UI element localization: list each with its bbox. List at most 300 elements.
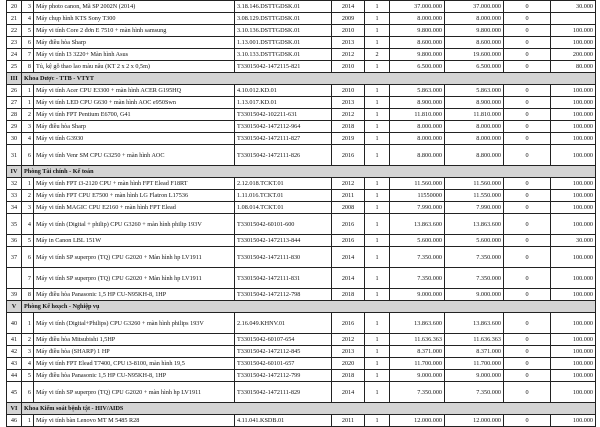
asset-code: T33015042-1472112-964 xyxy=(235,121,332,133)
asset-code: T33015042-1472112-845 xyxy=(235,346,332,358)
section-title: Phòng Kế hoạch - Nghiệp vụ xyxy=(22,301,596,313)
item-name: Máy in Canon LBL 151W xyxy=(34,235,235,247)
estimated-value: 100.000 xyxy=(551,25,596,37)
year-used: 2010 xyxy=(332,61,365,73)
row-sub-number: 6 xyxy=(22,247,34,268)
quantity: 1 xyxy=(365,85,390,97)
row-number: 23 xyxy=(7,37,22,49)
table-row xyxy=(7,121,596,133)
quantity: 1 xyxy=(365,13,390,25)
asset-code: 3.18.146.DSTTGDSK.01 xyxy=(235,1,332,13)
row-sub-number: 2 xyxy=(22,190,34,202)
row-number: 22 xyxy=(7,25,22,37)
unit-price: 11550000 xyxy=(390,190,445,202)
section-number: IV xyxy=(7,166,22,178)
remaining-value: 0 xyxy=(504,1,551,13)
unit-price: 8.000.000 xyxy=(390,121,445,133)
year-used: 2016 xyxy=(332,235,365,247)
asset-code: 4.10.012.KD.01 xyxy=(235,85,332,97)
remaining-value: 0 xyxy=(504,190,551,202)
estimated-value: 100.000 xyxy=(551,346,596,358)
table-row xyxy=(7,247,596,268)
row-sub-number: 2 xyxy=(22,109,34,121)
row-number: 27 xyxy=(7,97,22,109)
row-sub-number: 4 xyxy=(22,133,34,145)
year-used: 2013 xyxy=(332,97,365,109)
remaining-value: 0 xyxy=(504,334,551,346)
table-row xyxy=(7,268,596,289)
total-value: 8.900.000 xyxy=(445,97,504,109)
row-number: 41 xyxy=(7,334,22,346)
row-sub-number: 7 xyxy=(22,49,34,61)
section-number: V xyxy=(7,301,22,313)
remaining-value: 0 xyxy=(504,382,551,403)
item-name: Máy điều hòa (SHARP) 1 HP xyxy=(34,346,235,358)
table-row xyxy=(7,37,596,49)
quantity: 1 xyxy=(365,1,390,13)
table-row xyxy=(7,346,596,358)
asset-code: 1.13.017.KD.01 xyxy=(235,97,332,109)
row-number: 44 xyxy=(7,370,22,382)
remaining-value: 0 xyxy=(504,145,551,166)
remaining-value: 0 xyxy=(504,49,551,61)
quantity: 1 xyxy=(365,313,390,334)
item-name: Máy vi tính Venr SM CPU G3250 + màn hình AOC xyxy=(34,145,235,166)
row-sub-number: 4 xyxy=(22,358,34,370)
total-value: 37.000.000 xyxy=(445,1,504,13)
estimated-value: 100.000 xyxy=(551,190,596,202)
item-name: Máy vi tính G3930 xyxy=(34,133,235,145)
remaining-value: 0 xyxy=(504,202,551,214)
unit-price: 8.000.000 xyxy=(390,133,445,145)
total-value: 11.560.000 xyxy=(445,178,504,190)
table-row xyxy=(7,358,596,370)
remaining-value: 0 xyxy=(504,370,551,382)
quantity: 1 xyxy=(365,268,390,289)
section-title: Khoa Kiểm soát bệnh tật - HIV/AIDS xyxy=(22,403,596,415)
estimated-value: 100.000 xyxy=(551,37,596,49)
year-used: 2018 xyxy=(332,121,365,133)
quantity: 1 xyxy=(365,370,390,382)
item-name: Máy vi tính MAGIC CPU E2160 + màn hình FPT Elead xyxy=(34,202,235,214)
row-sub-number: 1 xyxy=(22,415,34,427)
remaining-value: 0 xyxy=(504,289,551,301)
item-name: Máy photo canon, Mã SP 2002N (2014) xyxy=(34,1,235,13)
year-used: 2012 xyxy=(332,49,365,61)
total-value: 9.000.000 xyxy=(445,289,504,301)
estimated-value: 80.000 xyxy=(551,61,596,73)
estimated-value: 100.000 xyxy=(551,415,596,427)
quantity: 1 xyxy=(365,214,390,235)
item-name: Máy điều hòa Panasonic 1,5 HP CU-N95KH-8, 1HP xyxy=(34,289,235,301)
row-sub-number: 5 xyxy=(22,235,34,247)
unit-price: 7.990.000 xyxy=(390,202,445,214)
remaining-value: 0 xyxy=(504,247,551,268)
row-sub-number: 4 xyxy=(22,214,34,235)
remaining-value: 0 xyxy=(504,178,551,190)
year-used: 2010 xyxy=(332,85,365,97)
table-row xyxy=(7,178,596,190)
item-name: Tủ, kệ gỗ thao lao màu nâu (KT 2 x 2 x 0,5m) xyxy=(34,61,235,73)
remaining-value: 0 xyxy=(504,121,551,133)
unit-price: 5.600.000 xyxy=(390,235,445,247)
table-row xyxy=(7,382,596,403)
item-name: Máy vi tính FPT Elead T7400, CPU i3-8100, màn hình 19,5 xyxy=(34,358,235,370)
remaining-value: 0 xyxy=(504,85,551,97)
item-name: Máy vi tính bàn Lenovo MT M 5485 R28 xyxy=(34,415,235,427)
year-used: 2018 xyxy=(332,370,365,382)
year-used: 2016 xyxy=(332,145,365,166)
unit-price: 8.600.000 xyxy=(390,37,445,49)
unit-price: 7.350.000 xyxy=(390,382,445,403)
total-value: 11.550.000 xyxy=(445,190,504,202)
row-sub-number: 5 xyxy=(22,25,34,37)
table-row xyxy=(7,235,596,247)
asset-code: T33015042-102211-631 xyxy=(235,109,332,121)
estimated-value: 100.000 xyxy=(551,358,596,370)
remaining-value: 0 xyxy=(504,97,551,109)
table-row xyxy=(7,415,596,427)
row-number: 31 xyxy=(7,145,22,166)
table-row xyxy=(7,190,596,202)
table-row xyxy=(7,214,596,235)
asset-code: 1.08.014.TCKT.01 xyxy=(235,202,332,214)
quantity: 1 xyxy=(365,346,390,358)
unit-price: 9.800.000 xyxy=(390,25,445,37)
quantity: 1 xyxy=(365,382,390,403)
quantity: 1 xyxy=(365,145,390,166)
table-row xyxy=(7,133,596,145)
row-number: 28 xyxy=(7,109,22,121)
asset-code: 4.11.041.KSDB.01 xyxy=(235,415,332,427)
item-name: Máy vi tính LED CPU G630 + màn hình AOC e950Swn xyxy=(34,97,235,109)
item-name: Máy vi tính FPT Pentium E6700, G41 xyxy=(34,109,235,121)
year-used: 2018 xyxy=(332,289,365,301)
estimated-value: 200.000 xyxy=(551,49,596,61)
quantity: 1 xyxy=(365,61,390,73)
asset-code: 2.16.049.KHNV.01 xyxy=(235,313,332,334)
quantity: 1 xyxy=(365,25,390,37)
asset-code: T33015042-1472111-829 xyxy=(235,382,332,403)
row-number: 30 xyxy=(7,133,22,145)
asset-code: T33015042-1472112-798 xyxy=(235,289,332,301)
estimated-value: 100.000 xyxy=(551,334,596,346)
quantity: 1 xyxy=(365,133,390,145)
estimated-value: 100.000 xyxy=(551,313,596,334)
item-name: Máy điều hòa Sharp xyxy=(34,37,235,49)
estimated-value: 100.000 xyxy=(551,145,596,166)
row-sub-number: 1 xyxy=(22,178,34,190)
remaining-value: 0 xyxy=(504,358,551,370)
item-name: Máy chụp hình KTS Sony T300 xyxy=(34,13,235,25)
row-number: 20 xyxy=(7,1,22,13)
total-value: 9.000.000 xyxy=(445,370,504,382)
table-row xyxy=(7,145,596,166)
year-used: 2014 xyxy=(332,268,365,289)
total-value: 8.000.000 xyxy=(445,121,504,133)
year-used: 2019 xyxy=(332,133,365,145)
quantity: 1 xyxy=(365,37,390,49)
asset-code: T33015042-1472112-799 xyxy=(235,370,332,382)
asset-code: 3.08.129.DSTTGDSK.01 xyxy=(235,13,332,25)
row-sub-number: 6 xyxy=(22,37,34,49)
year-used: 2016 xyxy=(332,313,365,334)
row-sub-number: 1 xyxy=(22,85,34,97)
remaining-value: 0 xyxy=(504,313,551,334)
row-number: 35 xyxy=(7,214,22,235)
quantity: 1 xyxy=(365,235,390,247)
estimated-value: 100.000 xyxy=(551,202,596,214)
year-used: 2011 xyxy=(332,415,365,427)
unit-price: 11.810.000 xyxy=(390,109,445,121)
table-row xyxy=(7,313,596,334)
row-number: 40 xyxy=(7,313,22,334)
remaining-value: 0 xyxy=(504,268,551,289)
item-name: Máy vi tính I3 3220+ Màn hình Asus xyxy=(34,49,235,61)
remaining-value: 0 xyxy=(504,235,551,247)
quantity: 1 xyxy=(365,334,390,346)
total-value: 8.800.000 xyxy=(445,145,504,166)
table-row xyxy=(7,334,596,346)
asset-code: T33015042-60107-654 xyxy=(235,334,332,346)
item-name: Máy điều hòa Mitsubishi 1,5HP xyxy=(34,334,235,346)
year-used: 2009 xyxy=(332,13,365,25)
unit-price: 11.700.000 xyxy=(390,358,445,370)
remaining-value: 0 xyxy=(504,109,551,121)
table-row xyxy=(7,61,596,73)
item-name: Máy vi tính Core 2 đơn E 7510 + màn hình samsung xyxy=(34,25,235,37)
total-value: 11.700.000 xyxy=(445,358,504,370)
unit-price: 9.000.000 xyxy=(390,289,445,301)
year-used: 2012 xyxy=(332,334,365,346)
remaining-value: 0 xyxy=(504,37,551,49)
estimated-value: 100.000 xyxy=(551,133,596,145)
quantity: 1 xyxy=(365,202,390,214)
total-value: 5.863.000 xyxy=(445,85,504,97)
asset-code: T33015042-1472115-821 xyxy=(235,61,332,73)
remaining-value: 0 xyxy=(504,61,551,73)
unit-price: 37.000.000 xyxy=(390,1,445,13)
asset-code: 1.11.016.TCKT.01 xyxy=(235,190,332,202)
row-number: 21 xyxy=(7,13,22,25)
year-used: 2010 xyxy=(332,25,365,37)
total-value: 11.636.363 xyxy=(445,334,504,346)
table-row xyxy=(7,49,596,61)
table-row xyxy=(7,202,596,214)
year-used: 2014 xyxy=(332,382,365,403)
row-number: 46 xyxy=(7,415,22,427)
row-number: 29 xyxy=(7,121,22,133)
row-sub-number: 6 xyxy=(22,382,34,403)
estimated-value: 100.000 xyxy=(551,178,596,190)
estimated-value: 100.000 xyxy=(551,370,596,382)
quantity: 1 xyxy=(365,247,390,268)
unit-price: 7.350.000 xyxy=(390,268,445,289)
row-sub-number: 5 xyxy=(22,370,34,382)
unit-price: 12.000.000 xyxy=(390,415,445,427)
quantity: 1 xyxy=(365,289,390,301)
unit-price: 5.863.000 xyxy=(390,85,445,97)
row-sub-number: 1 xyxy=(22,313,34,334)
asset-code: 3.10.136.DSTTGDSK.01 xyxy=(235,25,332,37)
unit-price: 11.560.000 xyxy=(390,178,445,190)
row-sub-number: 3 xyxy=(22,202,34,214)
row-number xyxy=(7,268,22,289)
asset-table-body xyxy=(7,1,596,427)
table-row xyxy=(7,85,596,97)
row-sub-number: 8 xyxy=(22,61,34,73)
row-sub-number: 8 xyxy=(22,289,34,301)
item-name: Máy vi tính (Digital+Philips) CPU G3260 + màn hình philips 193V xyxy=(34,313,235,334)
table-row xyxy=(7,370,596,382)
row-sub-number: 6 xyxy=(22,145,34,166)
total-value: 12.000.000 xyxy=(445,415,504,427)
item-name: Máy điều hòa Sharp xyxy=(34,121,235,133)
unit-price: 13.863.600 xyxy=(390,214,445,235)
row-sub-number: 3 xyxy=(22,346,34,358)
year-used: 2012 xyxy=(332,109,365,121)
quantity: 1 xyxy=(365,97,390,109)
estimated-value: 30.000 xyxy=(551,1,596,13)
row-number: 42 xyxy=(7,346,22,358)
year-used: 2013 xyxy=(332,346,365,358)
section-row xyxy=(7,73,596,85)
row-number: 34 xyxy=(7,202,22,214)
estimated-value: 100.000 xyxy=(551,247,596,268)
item-name: Máy vi tính SP superpro (TQ) CPU G2020 + Màn hình hp LV1911 xyxy=(34,247,235,268)
item-name: Máy điều hòa Panasonic 1,5 HP CU-N95KH-8, 1HP xyxy=(34,370,235,382)
asset-code: T33015042-1472113-844 xyxy=(235,235,332,247)
unit-price: 8.900.000 xyxy=(390,97,445,109)
section-title: Phòng Tài chính - Kế toán xyxy=(22,166,596,178)
row-number: 25 xyxy=(7,61,22,73)
remaining-value: 0 xyxy=(504,25,551,37)
asset-code: T33015042-1472111-831 xyxy=(235,268,332,289)
estimated-value: 30.000 xyxy=(551,235,596,247)
total-value: 8.371.000 xyxy=(445,346,504,358)
row-sub-number: 3 xyxy=(22,1,34,13)
table-row xyxy=(7,97,596,109)
quantity: 1 xyxy=(365,121,390,133)
asset-inventory-table xyxy=(6,0,596,427)
quantity: 1 xyxy=(365,109,390,121)
unit-price: 13.863.600 xyxy=(390,313,445,334)
year-used: 2016 xyxy=(332,214,365,235)
estimated-value: 100.000 xyxy=(551,97,596,109)
estimated-value: 100.000 xyxy=(551,289,596,301)
section-row xyxy=(7,166,596,178)
total-value: 6.500.000 xyxy=(445,61,504,73)
unit-price: 6.500.000 xyxy=(390,61,445,73)
year-used: 2008 xyxy=(332,202,365,214)
remaining-value: 0 xyxy=(504,13,551,25)
year-used: 2013 xyxy=(332,37,365,49)
unit-price: 11.636.363 xyxy=(390,334,445,346)
asset-code: 1.13.001.DSTTGDSK.01 xyxy=(235,37,332,49)
unit-price: 9.000.000 xyxy=(390,370,445,382)
unit-price: 7.350.000 xyxy=(390,247,445,268)
item-name: Máy vi tính FPT CPU E7500 + màn hình LG Flatron L17536 xyxy=(34,190,235,202)
estimated-value: 100.000 xyxy=(551,382,596,403)
unit-price: 9.800.000 xyxy=(390,49,445,61)
row-sub-number: 4 xyxy=(22,13,34,25)
row-number: 43 xyxy=(7,358,22,370)
asset-code: T33015042-60101-657 xyxy=(235,358,332,370)
row-sub-number: 2 xyxy=(22,334,34,346)
quantity: 1 xyxy=(365,190,390,202)
section-number: III xyxy=(7,73,22,85)
remaining-value: 0 xyxy=(504,214,551,235)
total-value: 7.350.000 xyxy=(445,382,504,403)
quantity: 2 xyxy=(365,49,390,61)
item-name: Máy vi tính Acer CPU E3300 + màn hình ACER G195HQ xyxy=(34,85,235,97)
quantity: 1 xyxy=(365,358,390,370)
estimated-value: 100.000 xyxy=(551,268,596,289)
asset-code: 2.12.018.TCKT.01 xyxy=(235,178,332,190)
total-value: 5.600.000 xyxy=(445,235,504,247)
year-used: 2014 xyxy=(332,1,365,13)
total-value: 11.810.000 xyxy=(445,109,504,121)
asset-code: T33015042-1472111-826 xyxy=(235,145,332,166)
row-number: 36 xyxy=(7,235,22,247)
unit-price: 8.000.000 xyxy=(390,13,445,25)
table-row xyxy=(7,289,596,301)
estimated-value: 100.000 xyxy=(551,85,596,97)
total-value: 7.350.000 xyxy=(445,247,504,268)
year-used: 2011 xyxy=(332,190,365,202)
year-used: 2014 xyxy=(332,247,365,268)
section-number: VI xyxy=(7,403,22,415)
row-sub-number: 1 xyxy=(22,97,34,109)
row-number: 32 xyxy=(7,178,22,190)
item-name: Máy vi tính SP superpro (TQ) CPU G2020 + màn hình hp LV1911 xyxy=(34,382,235,403)
item-name: Máy vi tính (Digital + philip) CPU G3260 + màn hình philip 193V xyxy=(34,214,235,235)
year-used: 2012 xyxy=(332,178,365,190)
total-value: 7.990.000 xyxy=(445,202,504,214)
total-value: 8.000.000 xyxy=(445,133,504,145)
asset-code: 3.10.133.DSTTGDSK.01 xyxy=(235,49,332,61)
table-row xyxy=(7,13,596,25)
year-used: 2020 xyxy=(332,358,365,370)
total-value: 13.863.600 xyxy=(445,214,504,235)
unit-price: 8.800.000 xyxy=(390,145,445,166)
total-value: 7.350.000 xyxy=(445,268,504,289)
item-name: Máy vi tính FPT i3-2120 CPU + màn hình FPT Elead F18RT xyxy=(34,178,235,190)
row-number: 33 xyxy=(7,190,22,202)
quantity: 1 xyxy=(365,415,390,427)
total-value: 8.600.000 xyxy=(445,37,504,49)
estimated-value: 100.000 xyxy=(551,121,596,133)
asset-code: T33015042-1472111-830 xyxy=(235,247,332,268)
section-row xyxy=(7,301,596,313)
section-title: Khoa Dược - TTB - VTYT xyxy=(22,73,596,85)
row-number: 39 xyxy=(7,289,22,301)
row-sub-number: 3 xyxy=(22,121,34,133)
total-value: 13.863.600 xyxy=(445,313,504,334)
table-row xyxy=(7,109,596,121)
total-value: 19.600.000 xyxy=(445,49,504,61)
remaining-value: 0 xyxy=(504,415,551,427)
unit-price: 8.371.000 xyxy=(390,346,445,358)
estimated-value: 100.000 xyxy=(551,109,596,121)
row-number: 26 xyxy=(7,85,22,97)
row-number: 37 xyxy=(7,247,22,268)
section-row xyxy=(7,403,596,415)
total-value: 9.800.000 xyxy=(445,25,504,37)
asset-code: T33015042-1472111-827 xyxy=(235,133,332,145)
remaining-value: 0 xyxy=(504,346,551,358)
table-row xyxy=(7,25,596,37)
